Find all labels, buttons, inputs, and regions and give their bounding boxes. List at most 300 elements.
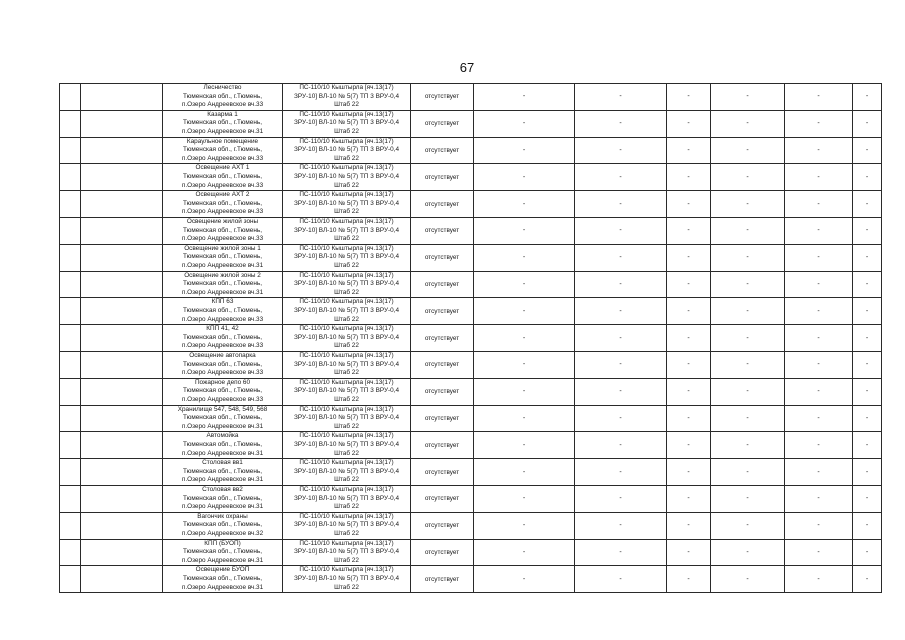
table-row [60, 244, 882, 271]
dash-mark: - [687, 388, 690, 396]
dash-cell-6 [853, 459, 882, 486]
dash-mark: - [865, 307, 869, 315]
dash-cell-3 [667, 298, 711, 325]
dash-mark: - [865, 254, 869, 262]
object-region: Тюменская обл., г.Тюмень, [183, 226, 262, 234]
object-name: Пожарное депо 60 [194, 378, 251, 386]
dash-mark: - [746, 146, 749, 154]
dash-cell-6 [853, 512, 882, 539]
dash-mark: - [746, 120, 749, 128]
table-row [60, 378, 882, 405]
power-source-line: Штаб 22 [334, 101, 359, 109]
empty-cell-2 [81, 378, 163, 405]
dash-cell-1 [474, 351, 575, 378]
status-text: отсутствует [424, 522, 460, 530]
object-region: Тюменская обл., г.Тюмень, [183, 146, 262, 154]
object-region: Тюменская обл., г.Тюмень, [183, 199, 262, 207]
power-source-line: ЗРУ-10] ВЛ-10 № 5(7) ТП 3 ВРУ-0,4 [293, 574, 400, 582]
empty-cell-2 [81, 110, 163, 137]
status-text: отсутствует [424, 173, 460, 181]
dash-mark: - [865, 468, 869, 476]
dash-mark: - [817, 575, 820, 583]
object-address: п.Озеро Андреевское вч.31 [181, 127, 264, 135]
dash-mark: - [746, 441, 749, 449]
dash-mark: - [817, 120, 820, 128]
dash-mark: - [522, 280, 526, 288]
object-cell [163, 325, 283, 352]
dash-cell-5 [785, 485, 853, 512]
dash-mark: - [522, 548, 526, 556]
dash-cell-5 [785, 84, 853, 111]
dash-cell-1 [474, 298, 575, 325]
dash-cell-6 [853, 566, 882, 593]
power-source-line: ПС-110/10 Кыштырла [яч.13(17) [299, 191, 394, 199]
dash-mark: - [687, 495, 690, 503]
dash-cell-3 [667, 351, 711, 378]
dash-mark: - [746, 254, 749, 262]
power-source-line: ЗРУ-10] ВЛ-10 № 5(7) ТП 3 ВРУ-0,4 [293, 92, 400, 100]
dash-cell-2 [575, 459, 667, 486]
status-text: отсутствует [424, 146, 460, 154]
dash-mark: - [687, 334, 690, 342]
dash-mark: - [522, 575, 526, 583]
dash-cell-3 [667, 512, 711, 539]
dash-mark: - [817, 495, 820, 503]
dash-mark: - [746, 522, 749, 530]
dash-mark: - [687, 307, 690, 315]
power-source-line: Штаб 22 [334, 235, 359, 243]
empty-cell-1 [60, 244, 81, 271]
dash-mark: - [522, 173, 526, 181]
power-source-line: ПС-110/10 Кыштырла [яч.13(17) [299, 485, 394, 493]
dash-cell-5 [785, 164, 853, 191]
power-source-cell [283, 244, 411, 271]
object-address: п.Озеро Андреевское вч.33 [181, 181, 264, 189]
dash-mark: - [817, 93, 820, 101]
status-cell [411, 432, 474, 459]
dash-cell-6 [853, 378, 882, 405]
power-source-line: ПС-110/10 Кыштырла [яч.13(17) [299, 325, 394, 333]
dash-cell-3 [667, 271, 711, 298]
dash-mark: - [687, 120, 690, 128]
object-cell [163, 485, 283, 512]
dash-mark: - [687, 414, 690, 422]
power-source-cell [283, 566, 411, 593]
dash-cell-5 [785, 539, 853, 566]
power-source-line: Штаб 22 [334, 208, 359, 216]
empty-cell-1 [60, 137, 81, 164]
power-source-cell [283, 191, 411, 218]
empty-cell-1 [60, 191, 81, 218]
object-cell [163, 137, 283, 164]
dash-cell-1 [474, 271, 575, 298]
status-text: отсутствует [424, 93, 460, 101]
dash-mark: - [619, 548, 622, 556]
object-address: п.Озеро Андреевское вч.33 [181, 154, 264, 162]
dash-mark: - [619, 93, 622, 101]
power-source-line: ЗРУ-10] ВЛ-10 № 5(7) ТП 3 ВРУ-0,4 [293, 119, 400, 127]
dash-cell-4 [711, 325, 785, 352]
dash-mark: - [619, 307, 622, 315]
object-region: Тюменская обл., г.Тюмень, [183, 333, 262, 341]
dash-cell-2 [575, 271, 667, 298]
status-text: отсутствует [424, 388, 460, 396]
dash-cell-4 [711, 432, 785, 459]
dash-cell-5 [785, 191, 853, 218]
dash-mark: - [865, 93, 869, 101]
dash-cell-2 [575, 164, 667, 191]
dash-mark: - [619, 468, 622, 476]
dash-mark: - [522, 522, 526, 530]
status-text: отсутствует [424, 441, 460, 449]
power-source-line: ЗРУ-10] ВЛ-10 № 5(7) ТП 3 ВРУ-0,4 [293, 548, 400, 556]
dash-mark: - [687, 575, 690, 583]
power-source-line: ЗРУ-10] ВЛ-10 № 5(7) ТП 3 ВРУ-0,4 [293, 172, 400, 180]
dash-cell-1 [474, 325, 575, 352]
object-name: Столовая вв1 [202, 459, 243, 467]
empty-cell-1 [60, 325, 81, 352]
object-name: Освещение АХТ 1 [195, 164, 250, 172]
object-region: Тюменская обл., г.Тюмень, [183, 521, 262, 529]
power-source-cell [283, 137, 411, 164]
object-name: Лесничество [203, 84, 242, 91]
dash-cell-1 [474, 485, 575, 512]
dash-mark: - [746, 414, 749, 422]
empty-cell-2 [81, 84, 163, 111]
power-source-line: Штаб 22 [334, 127, 359, 135]
power-source-line: Штаб 22 [334, 261, 359, 269]
status-text: отсутствует [424, 468, 460, 476]
power-source-line: ПС-110/10 Кыштырла [яч.13(17) [299, 298, 394, 306]
empty-cell-1 [60, 539, 81, 566]
dash-mark: - [817, 146, 820, 154]
table-row [60, 110, 882, 137]
dash-mark: - [687, 254, 690, 262]
status-cell [411, 566, 474, 593]
object-region: Тюменская обл., г.Тюмень, [183, 574, 262, 582]
dash-cell-5 [785, 378, 853, 405]
power-source-line: Штаб 22 [334, 556, 359, 564]
power-source-line: ПС-110/10 Кыштырла [яч.13(17) [299, 84, 394, 91]
dash-cell-2 [575, 378, 667, 405]
dash-mark: - [619, 334, 622, 342]
object-address: п.Озеро Андреевское вч.33 [181, 101, 264, 109]
status-cell [411, 137, 474, 164]
table-row [60, 485, 882, 512]
dash-mark: - [746, 200, 749, 208]
dash-cell-2 [575, 566, 667, 593]
object-region: Тюменская обл., г.Тюмень, [183, 387, 262, 395]
dash-cell-5 [785, 405, 853, 432]
power-source-line: Штаб 22 [334, 181, 359, 189]
object-region: Тюменская обл., г.Тюмень, [183, 548, 262, 556]
dash-cell-6 [853, 325, 882, 352]
dash-cell-4 [711, 164, 785, 191]
empty-cell-2 [81, 244, 163, 271]
object-cell [163, 459, 283, 486]
dash-mark: - [522, 441, 526, 449]
empty-cell-2 [81, 271, 163, 298]
power-source-line: ЗРУ-10] ВЛ-10 № 5(7) ТП 3 ВРУ-0,4 [293, 414, 400, 422]
status-cell [411, 378, 474, 405]
object-address: п.Озеро Андреевское вч.33 [181, 208, 264, 216]
dash-cell-6 [853, 191, 882, 218]
status-text: отсутствует [424, 227, 460, 235]
dash-mark: - [817, 307, 820, 315]
object-name: Освещение автопарка [189, 351, 256, 359]
status-cell [411, 512, 474, 539]
dash-cell-6 [853, 539, 882, 566]
power-source-cell [283, 217, 411, 244]
empty-cell-2 [81, 432, 163, 459]
empty-cell-2 [81, 539, 163, 566]
dash-mark: - [865, 120, 869, 128]
power-source-line: ПС-110/10 Кыштырла [яч.13(17) [299, 512, 394, 520]
dash-mark: - [817, 361, 820, 369]
object-cell [163, 164, 283, 191]
dash-cell-4 [711, 271, 785, 298]
dash-cell-6 [853, 485, 882, 512]
dash-cell-1 [474, 84, 575, 111]
power-source-line: ЗРУ-10] ВЛ-10 № 5(7) ТП 3 ВРУ-0,4 [293, 521, 400, 529]
dash-cell-4 [711, 137, 785, 164]
dash-mark: - [619, 388, 622, 396]
object-address: п.Озеро Андреевское вч.33 [181, 315, 264, 323]
table-row [60, 566, 882, 593]
empty-cell-1 [60, 405, 81, 432]
power-source-line: Штаб 22 [334, 315, 359, 323]
power-source-cell [283, 84, 411, 111]
dash-mark: - [865, 173, 869, 181]
object-name: КПП 41, 42 [206, 325, 239, 333]
dash-cell-2 [575, 539, 667, 566]
dash-mark: - [687, 146, 690, 154]
dash-mark: - [865, 441, 869, 449]
dash-mark: - [817, 280, 820, 288]
table-row [60, 137, 882, 164]
dash-cell-2 [575, 405, 667, 432]
empty-cell-1 [60, 512, 81, 539]
object-address: п.Озеро Андреевское вч.31 [181, 503, 264, 511]
dash-cell-5 [785, 244, 853, 271]
dash-mark: - [746, 173, 749, 181]
dash-mark: - [865, 388, 869, 396]
power-source-line: Штаб 22 [334, 529, 359, 537]
empty-cell-2 [81, 485, 163, 512]
power-source-line: ЗРУ-10] ВЛ-10 № 5(7) ТП 3 ВРУ-0,4 [293, 253, 400, 261]
dash-mark: - [865, 146, 869, 154]
object-name: Казарма 1 [207, 110, 238, 118]
table-row [60, 217, 882, 244]
dash-mark: - [817, 468, 820, 476]
dash-cell-5 [785, 566, 853, 593]
dash-mark: - [619, 173, 622, 181]
empty-cell-2 [81, 512, 163, 539]
empty-cell-2 [81, 137, 163, 164]
object-name: Освещение жилой зоны 1 [184, 244, 261, 252]
object-cell [163, 191, 283, 218]
dash-cell-2 [575, 137, 667, 164]
dash-cell-4 [711, 84, 785, 111]
dash-mark: - [746, 575, 749, 583]
dash-mark: - [817, 522, 820, 530]
empty-cell-1 [60, 378, 81, 405]
status-cell [411, 459, 474, 486]
dash-mark: - [687, 361, 690, 369]
dash-cell-5 [785, 298, 853, 325]
dash-cell-1 [474, 405, 575, 432]
object-region: Тюменская обл., г.Тюмень, [183, 92, 262, 100]
dash-mark: - [865, 334, 869, 342]
dash-cell-1 [474, 191, 575, 218]
table-row [60, 298, 882, 325]
status-text: отсутствует [424, 280, 460, 288]
object-address: п.Озеро Андреевское вч.31 [181, 449, 264, 457]
dash-mark: - [522, 495, 526, 503]
dash-cell-6 [853, 432, 882, 459]
table-row [60, 191, 882, 218]
dash-cell-2 [575, 325, 667, 352]
dash-cell-3 [667, 217, 711, 244]
dash-cell-3 [667, 459, 711, 486]
table-row [60, 539, 882, 566]
object-name: Освещение БУОП [195, 566, 250, 574]
status-cell [411, 110, 474, 137]
status-cell [411, 217, 474, 244]
dash-cell-4 [711, 351, 785, 378]
dash-mark: - [865, 200, 869, 208]
power-source-line: Штаб 22 [334, 476, 359, 484]
power-source-line: Штаб 22 [334, 288, 359, 296]
power-source-line: ПС-110/10 Кыштырла [яч.13(17) [299, 244, 394, 252]
empty-cell-1 [60, 84, 81, 111]
power-source-line: ПС-110/10 Кыштырла [яч.13(17) [299, 378, 394, 386]
dash-mark: - [817, 227, 820, 235]
dash-mark: - [619, 120, 622, 128]
empty-cell-2 [81, 405, 163, 432]
empty-cell-1 [60, 432, 81, 459]
dash-mark: - [687, 200, 690, 208]
dash-mark: - [619, 200, 622, 208]
power-source-line: ПС-110/10 Кыштырла [яч.13(17) [299, 539, 394, 547]
empty-cell-1 [60, 271, 81, 298]
dash-cell-3 [667, 110, 711, 137]
power-source-line: Штаб 22 [334, 154, 359, 162]
dash-cell-3 [667, 325, 711, 352]
object-region: Тюменская обл., г.Тюмень, [183, 414, 262, 422]
dash-mark: - [817, 334, 820, 342]
dash-mark: - [865, 227, 869, 235]
dash-cell-3 [667, 137, 711, 164]
status-cell [411, 351, 474, 378]
dash-cell-6 [853, 271, 882, 298]
object-region: Тюменская обл., г.Тюмень, [183, 306, 262, 314]
object-address: п.Озеро Андреевское вч.31 [181, 556, 264, 564]
object-address: п.Озеро Андреевское вч.33 [181, 369, 264, 377]
table-row [60, 405, 882, 432]
power-source-line: ЗРУ-10] ВЛ-10 № 5(7) ТП 3 ВРУ-0,4 [293, 226, 400, 234]
dash-cell-1 [474, 217, 575, 244]
object-name: Освещение жилой зоны [186, 217, 259, 225]
dash-cell-1 [474, 378, 575, 405]
dash-cell-1 [474, 566, 575, 593]
dash-mark: - [865, 361, 869, 369]
object-cell [163, 378, 283, 405]
dash-cell-4 [711, 566, 785, 593]
power-source-cell [283, 539, 411, 566]
dash-mark: - [619, 441, 622, 449]
dash-mark: - [746, 548, 749, 556]
power-source-line: ПС-110/10 Кыштырла [яч.13(17) [299, 137, 394, 145]
table-row [60, 271, 882, 298]
object-name: КПП 63 [211, 298, 234, 306]
dash-mark: - [522, 93, 526, 101]
dash-mark: - [746, 361, 749, 369]
dash-cell-2 [575, 217, 667, 244]
dash-mark: - [746, 280, 749, 288]
status-cell [411, 298, 474, 325]
power-source-line: Штаб 22 [334, 342, 359, 350]
dash-cell-4 [711, 512, 785, 539]
dash-mark: - [817, 548, 820, 556]
dash-cell-4 [711, 191, 785, 218]
dash-cell-2 [575, 244, 667, 271]
dash-mark: - [865, 495, 869, 503]
dash-cell-2 [575, 110, 667, 137]
dash-mark: - [865, 414, 869, 422]
dash-mark: - [817, 173, 820, 181]
power-source-line: ЗРУ-10] ВЛ-10 № 5(7) ТП 3 ВРУ-0,4 [293, 280, 400, 288]
power-source-line: ПС-110/10 Кыштырла [яч.13(17) [299, 271, 394, 279]
table-row [60, 351, 882, 378]
power-source-line: ПС-110/10 Кыштырла [яч.13(17) [299, 432, 394, 440]
status-text: отсутствует [424, 334, 460, 342]
table-row [60, 325, 882, 352]
object-region: Тюменская обл., г.Тюмень, [183, 360, 262, 368]
dash-cell-6 [853, 351, 882, 378]
power-source-cell [283, 512, 411, 539]
dash-mark: - [619, 280, 622, 288]
dash-cell-3 [667, 432, 711, 459]
power-source-line: Штаб 22 [334, 369, 359, 377]
dash-cell-6 [853, 110, 882, 137]
empty-cell-1 [60, 485, 81, 512]
power-source-line: ПС-110/10 Кыштырла [яч.13(17) [299, 566, 394, 574]
dash-mark: - [746, 388, 749, 396]
object-name: Вагончик охраны [197, 512, 248, 520]
dash-mark: - [619, 414, 622, 422]
status-cell [411, 539, 474, 566]
dash-mark: - [619, 495, 622, 503]
dash-mark: - [746, 93, 749, 101]
status-cell [411, 405, 474, 432]
dash-cell-4 [711, 459, 785, 486]
dash-cell-4 [711, 539, 785, 566]
table-row [60, 84, 882, 111]
dash-mark: - [746, 334, 749, 342]
dash-cell-5 [785, 137, 853, 164]
status-text: отсутствует [424, 254, 460, 262]
dash-mark: - [687, 227, 690, 235]
power-source-cell [283, 378, 411, 405]
status-cell [411, 485, 474, 512]
object-cell [163, 217, 283, 244]
dash-cell-2 [575, 351, 667, 378]
object-name: Автомойка [206, 432, 239, 440]
dash-cell-1 [474, 137, 575, 164]
dash-cell-5 [785, 432, 853, 459]
dash-cell-6 [853, 217, 882, 244]
